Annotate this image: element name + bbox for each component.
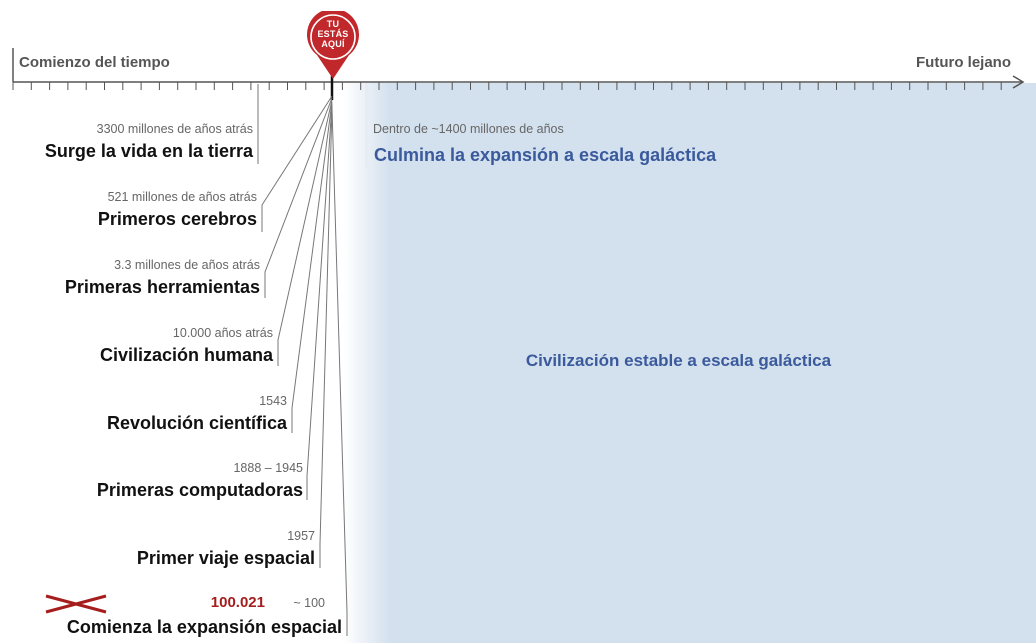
event-connector-line (332, 108, 347, 636)
event-title: Primeras computadoras (96, 480, 303, 500)
event-connector-line (320, 106, 332, 568)
event-item (0, 258, 260, 298)
event-connector-line (278, 100, 332, 366)
pin-text-line1: TU (326, 19, 340, 29)
event-title: Primeros cerebros (97, 209, 257, 229)
event-date: 3.3 millones de años atrás (114, 258, 260, 272)
event-date: 3300 millones de años atrás (96, 122, 253, 136)
event-item (55, 529, 315, 569)
event-title: Revolución científica (106, 413, 287, 433)
event-date: 1888 – 1945 (233, 461, 303, 475)
event-item (43, 461, 303, 501)
event-title: Primeras herramientas (64, 277, 260, 297)
axis-ticks (13, 82, 1001, 90)
event-date-corrected: 100.021 (210, 594, 265, 611)
event-connector-line (307, 104, 332, 500)
event-item (0, 122, 253, 162)
event-item (40, 592, 345, 638)
timeline-start-label: Comienzo del tiempo (19, 54, 170, 71)
event-connector-line (292, 102, 332, 433)
event-date: 521 millones de años atrás (107, 190, 257, 204)
future-event-title: Culmina la expansión a escala galáctica (374, 145, 717, 165)
event-title: Primer viaje espacial (136, 548, 315, 568)
strikethrough-x-icon (40, 592, 112, 616)
event-date: 10.000 años atrás (172, 326, 273, 340)
pin-text-line2: ESTÁS (317, 29, 349, 39)
event-title: Civilización humana (99, 345, 273, 365)
stable-civilization-label: Civilización estable a escala galáctica (525, 351, 832, 370)
timeline-end-label: Futuro lejano (916, 54, 1011, 71)
event-title: Surge la vida en la tierra (44, 141, 253, 161)
event-date-struck: ~ 100 (293, 596, 325, 610)
event-item (27, 394, 287, 434)
event-title: Comienza la expansión espacial (66, 617, 342, 637)
pin-text-line3: AQUÍ (321, 39, 345, 49)
event-date: 1543 (259, 394, 287, 408)
event-date: 1957 (287, 529, 315, 543)
event-item (13, 326, 273, 366)
event-connector-line (265, 98, 332, 298)
event-connector-line (262, 96, 332, 232)
future-event-date: Dentro de ~1400 millones de años (373, 122, 564, 136)
event-item (0, 190, 257, 230)
you-are-here-pin (305, 11, 361, 81)
